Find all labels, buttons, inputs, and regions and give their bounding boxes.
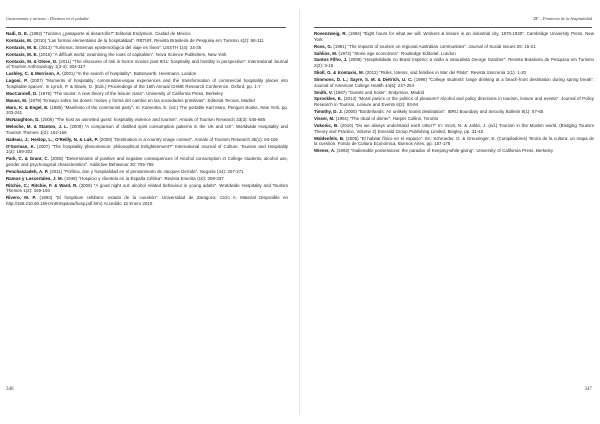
reference-author: Penchaszadeh, A. P. <box>6 168 49 174</box>
page-number: 346 <box>6 387 14 392</box>
reference-text: (1992) "Inalienable possessions: the paradox of Keeping-while-giving". University of California Press, Berkeley <box>335 148 554 154</box>
reference-text: (2011) "Política, don y hospitalidad en el pensamiento de Jacques Derrida". Isegoría (44): 257-271 <box>48 168 244 174</box>
reference-text: (2014) "Moral panics or the politics of pleasure? Alcohol and policy directions in tourism, leisure and events". Journal of Policy Research in Tourism, Leisure and Events 6(2): 93-94 <box>314 96 594 108</box>
reference-author: Rivero, M. P. <box>6 195 37 201</box>
reference-text: (1967) "Guests and hosts". Endymion, Madrid <box>332 89 425 95</box>
running-header: ZF – Fronteras de la hospitalidad <box>314 16 592 28</box>
reference-entry <box>6 144 288 156</box>
reference-entry <box>314 77 594 89</box>
reference-text: (2015) "A difficult world: examining the roots of capitalism". Nova Science Publishers, New York <box>37 51 227 57</box>
reference-author: Sahlins, M. <box>314 50 338 56</box>
reference-text: (2005) "El habitar físico en el espacio". En: Schroeder, G. & Greuninger, E. (Compiladores) Teoría de la cultura: un mapa de la cuestión. Fondo de Cultura Económica, Buenos Aires, pp. 157-178 <box>314 135 595 147</box>
reference-entry <box>314 109 594 115</box>
reference-entry <box>6 59 288 71</box>
reference-entry <box>6 105 288 117</box>
reference-entry <box>6 45 288 51</box>
running-header: Gastronomía y turismo – Destinos en el paladar <box>6 16 286 28</box>
reference-entry <box>6 98 288 104</box>
reference-entry <box>6 91 288 97</box>
reference-author: Marx, K. & Engel, E. <box>6 104 49 110</box>
reference-text: (1976) "The tourist: A new theory of the leisure class". University of California Press, Berkeley <box>37 90 223 96</box>
reference-author: Meloche, M. & Stanton, J. L. <box>6 124 69 130</box>
reference-text: (1979) "Ensayo sobre los dones: motivo y forma del cambio en las sociedades primitivas". Editorial Tecnos, Madrid <box>27 97 255 103</box>
reference-author: Nadeau, J.; Heslop, L.; O'Reilly, N. & Luk, P. <box>6 136 99 142</box>
reference-text: (2013) "Turismus: Sistemas epistemológica del viaje en línea". USSTH 1(4): 24-35 <box>37 44 202 50</box>
reference-entry <box>6 183 288 195</box>
reference-text: (1972) "Stone age economics". Routledge Editorial. London <box>337 50 456 56</box>
reference-author: Ross, G. <box>314 43 333 49</box>
reference-author: MacCannell, D. <box>6 90 38 96</box>
reference-author: Wiener, A. <box>314 148 336 154</box>
reference-author: Waldenfels, B. <box>314 135 345 141</box>
reference-author: Kontaxis, M. E. <box>6 51 38 57</box>
reference-entry <box>6 156 288 168</box>
references-list <box>6 31 288 208</box>
reference-entry <box>314 90 594 96</box>
references-list <box>314 31 594 155</box>
reference-author: Vukonic, B. <box>314 122 339 128</box>
reference-author: Skoll, G. & Kontaxis, M. <box>314 70 364 76</box>
reference-text: (2012) "Risks, totems, and fetishes in Mar del Plata". Revista Sincronía 1(1): 1-20 <box>363 70 526 76</box>
reference-author: Kontaxis, M. E. <box>6 44 38 50</box>
reference-text: (1996) "College students' binge drinking at a beach-front destination during spring break". Journal of American College Health 44(6): 247-254 <box>314 76 594 88</box>
reference-text: (2008) "Hospitalidade no Brasil Império: a visão a naturalista George Gardner". Revista Brasileira de Pesquisa em Turismo 2(2): 3-19 <box>314 57 594 69</box>
reference-author: Timothy, D. J. <box>314 109 343 115</box>
reference-author: O'Gorman, K. <box>6 143 35 149</box>
reference-author: Sprockles, K. <box>314 96 343 102</box>
reference-text: (1991) "The impacts of tourism on regional Australian communities". Journal of Social Issues 26: 15-21 <box>332 43 536 49</box>
reference-text: (1985) "Manifesto of the communist party". In: Kamenka, E. (ed.) The portable Karl Marx, Penguin Books, New York, pp. 203-241 <box>6 104 288 116</box>
reference-text: (1948) "Hospicio y clientela en la España Céltica". Revista Emerita (10): 308-337 <box>62 175 224 181</box>
reference-text: (2008) "Destination in a country image context". Annals of Tourism Research 35(1): 84-106 <box>98 136 278 142</box>
reference-author: Lashley, C. & Morrison, A. <box>6 71 61 77</box>
reference-text: (1994) "Eight hours for what we will. Workers & leisure in an industrial city, 1870-1920". Cambridge University Press, New York <box>314 31 594 42</box>
reference-entry <box>6 169 288 175</box>
reference-text: (2007) "Moments of hospitality: communitas-esque experiences and the transformation of commercial hospitality places into 'hospitable spaces'. In Lynch, P. & Slavin, D. (Eds.) Proceedings of the 16th Annual CHME Research Conference, Oxford, pp. 1-7 <box>6 78 288 89</box>
reference-entry <box>6 38 288 44</box>
reference-text: (1992) "Turismo ¿pasaporte al desarrollo?" Editorial Endymion. Ciudad de México <box>28 31 191 36</box>
reference-text: (2006) "The host as uninvited guest: hospitality violence and tourism". Annals of Tourism Research 33(3): 645-665 <box>39 117 266 123</box>
right-page <box>300 0 600 424</box>
reference-entry <box>6 124 288 136</box>
reference-author: Mauss, M. <box>6 97 28 103</box>
reference-entry <box>314 44 594 50</box>
reference-entry <box>314 31 594 43</box>
reference-entry <box>314 148 594 154</box>
reference-entry <box>6 117 288 123</box>
reference-entry <box>6 71 288 77</box>
reference-text: (2011) "The discourse of risk in horror movies post 9/11: hospitality and hostility in perspective". International Journal of Tourism Anthropology 1(3-4): 304-317 <box>6 58 288 70</box>
reference-text: (2010) "Do we always understand each other?" In: Scott, N. & Jafari, J. (ed.) Tourism in the Muslim world. (Bridging Tourism Theory and Practice, Volume 2) Emerald Group Publishing Limited, Bingley, pp. 31-45 <box>314 122 594 134</box>
reference-author: Smith, V. <box>314 89 333 95</box>
page-number: 347 <box>584 387 592 392</box>
reference-entry <box>6 176 288 182</box>
reference-entry <box>314 136 594 148</box>
reference-author: Visser, M. <box>314 116 335 122</box>
reference-author: Santos Filho, J. <box>314 57 348 63</box>
reference-entry <box>314 70 594 76</box>
reference-author: Park, C. & Grant, C. <box>6 156 49 162</box>
reference-text: (1991) "The ritual of dinner". Harper Collins, Toronto <box>334 116 439 122</box>
reference-entry <box>6 195 288 207</box>
reference-entry <box>314 96 594 108</box>
reference-author: Rosenzweig, R. <box>314 31 347 36</box>
reference-entry <box>6 78 288 90</box>
reference-author: Nadi, D. E. <box>6 31 29 36</box>
reference-text: (2005) "Determinants of positive and negative consequences of Alcohol consumption in College students, alcohol use, gender and psychological characteristics". Addictive Behaviour 30: 755-765 <box>6 156 289 167</box>
reference-text: (2009) "A good night out: alcohol related behaviour in young adults". Worldwide Hospitality and Tourism Themes 1(2): 169-193 <box>6 182 288 194</box>
reference-entry <box>314 51 594 57</box>
reference-entry <box>314 57 594 69</box>
reference-entry <box>314 116 594 122</box>
reference-entry <box>314 123 594 135</box>
reference-entry <box>6 137 288 143</box>
reference-text: (2001) "In the search of hospitality". Butterworth. Heinmann. London <box>60 71 197 77</box>
reference-text: (2007) "The hospitality phenomenon: philosophical Enlightenment?" International Journal of Culture, Tourism and Hospitality 1(3): 189-202 <box>6 143 289 155</box>
reference-text: (2009) "A comparison of distilled spirit consumption patterns in the UK and US". Worldwide Hospitality and Tourism Themes 1(2): 162-168 <box>6 124 288 135</box>
reference-author: Lugosi, P. <box>6 78 28 84</box>
reference-text: (1993) "El hospitium celtibero: estado de la cuestión". Universidad de Zaragoza. Ciclo II. Material Disponible en http://155.210.60.15/HAnt/Hispania/hosp.pdf.htm) Accedido 15 Enero 2010 <box>6 195 288 207</box>
reference-author: Simmons, D. L.; Sayre, S. M. & Dietrich, U. C. <box>314 76 413 82</box>
reference-author: Kontaxis, M. & Olsen, D. <box>6 58 58 64</box>
reference-author: Ramos y Loscertales, J. M. <box>6 175 63 181</box>
reference-author: Ritchie, C.; Ritchie, F. & Ward, R. <box>6 182 78 188</box>
reference-author: McNaughton, D. <box>6 117 40 123</box>
reference-entry <box>6 31 288 37</box>
reference-author: Kontaxis, M. <box>6 37 33 43</box>
reference-text: (2010) "Las formas elementales de la hospitalidad". RBTUR, Revista Brasileira de Pesquisa em Turismo 4(2): 86-111 <box>32 37 264 43</box>
reference-entry <box>6 52 288 58</box>
reference-text: (2000) "Borderlands: An unlikely tourist destination". IBRU Boundary and Security Bulletin 8(1): 57-65 <box>342 109 544 115</box>
